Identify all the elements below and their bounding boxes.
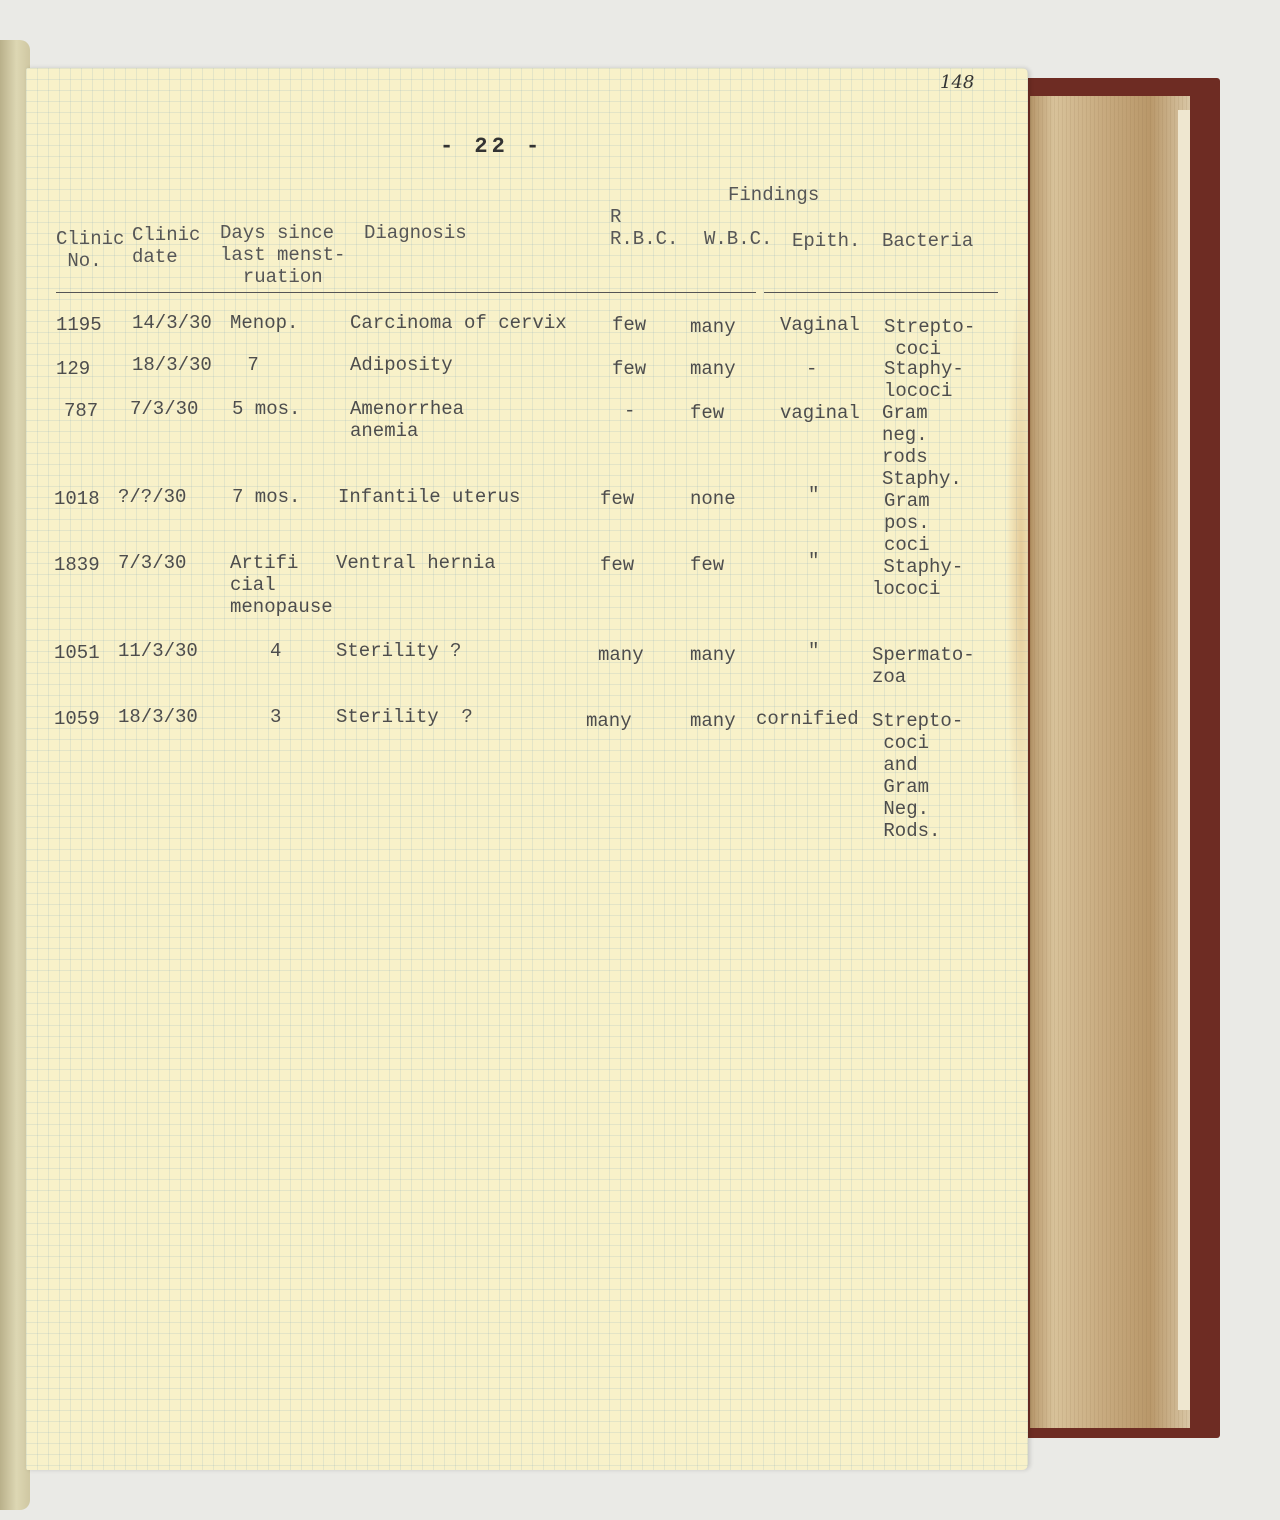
header-wbc: W.B.C. [704, 228, 773, 250]
cell-days-since: 7 mos. [232, 486, 301, 508]
cell-wbc: many [690, 316, 736, 338]
cell-epith: " [808, 484, 820, 506]
cell-bacteria: Strepto- coci and Gram Neg. Rods. [872, 710, 964, 842]
findings-label: Findings [728, 184, 820, 206]
cell-rbc: few [600, 488, 635, 510]
cell-bacteria: Spermato- zoa [872, 644, 975, 688]
cell-clinic-no: 129 [56, 358, 91, 380]
cell-rbc: many [598, 644, 644, 666]
header-rule-bacteria [764, 292, 998, 293]
cell-diagnosis: Infantile uterus [338, 486, 521, 508]
cell-clinic-date: 11/3/30 [118, 640, 198, 662]
cell-clinic-date: 7/3/30 [118, 552, 187, 574]
cell-diagnosis: Ventral hernia [336, 552, 496, 574]
cell-diagnosis: Carcinoma of cervix [350, 312, 567, 334]
cell-clinic-date: 7/3/30 [130, 398, 199, 420]
cell-wbc: few [690, 402, 725, 424]
cell-diagnosis: Sterility ? [336, 640, 462, 662]
cell-wbc: many [690, 710, 736, 732]
cell-epith: " [808, 550, 820, 572]
cell-diagnosis: Amenorrhea anemia [350, 398, 465, 442]
header-days-since: Days since last menst- ruation [220, 222, 346, 288]
cell-days-since: 3 [270, 706, 282, 728]
header-rbc: R R.B.C. [610, 206, 679, 250]
age-stain [1006, 268, 1036, 868]
header-diagnosis: Diagnosis [364, 222, 467, 244]
cell-wbc: few [690, 554, 725, 576]
cell-bacteria: Strepto- coci [884, 316, 976, 360]
cell-bacteria: Staphy- lococi [884, 358, 964, 402]
cell-epith: " [808, 640, 820, 662]
cell-days-since: Menop. [230, 312, 299, 334]
cell-days-since: 7 [236, 354, 259, 376]
folio-number: 148 [940, 72, 975, 93]
cell-epith: vaginal [780, 402, 860, 424]
cell-days-since: 5 mos. [232, 398, 301, 420]
cell-days-since: Artifi cial menopause [230, 552, 333, 618]
cell-rbc: few [612, 358, 647, 380]
cell-clinic-date: 18/3/30 [132, 354, 212, 376]
header-clinic-no: Clinic No. [56, 228, 125, 272]
cell-clinic-date: 18/3/30 [118, 706, 198, 728]
cell-wbc: many [690, 358, 736, 380]
cell-bacteria: Gram neg. rods Staphy. [882, 402, 962, 490]
cell-rbc: many [586, 710, 632, 732]
cell-clinic-no: 1051 [54, 642, 100, 664]
cell-clinic-date: ?/?/30 [118, 486, 187, 508]
cell-clinic-no: 1839 [54, 554, 100, 576]
cell-bacteria: Staphy- lococi [872, 556, 964, 600]
cell-epith: cornified [756, 708, 859, 730]
cell-diagnosis: Sterility ? [336, 706, 473, 728]
cell-bacteria: Gram pos. coci [884, 490, 930, 556]
cell-epith: Vaginal [780, 314, 860, 336]
header-bacteria: Bacteria [882, 230, 974, 252]
header-epith: Epith. [792, 230, 861, 252]
cell-clinic-no: 1195 [56, 314, 102, 336]
cell-rbc: few [600, 554, 635, 576]
header-rule [56, 292, 756, 293]
cell-clinic-no: 1018 [54, 488, 100, 510]
cell-rbc: - [624, 400, 636, 422]
page-edge-highlight [1178, 110, 1190, 1410]
cell-clinic-date: 14/3/30 [132, 312, 212, 334]
cell-clinic-no: 1059 [54, 708, 100, 730]
header-clinic-date: Clinic date [132, 224, 201, 268]
cell-epith: - [806, 358, 818, 380]
cell-rbc: few [612, 314, 647, 336]
cell-clinic-no: 787 [64, 400, 99, 422]
cell-wbc: many [690, 644, 736, 666]
cell-diagnosis: Adiposity [350, 354, 453, 376]
page-stack-edge [1030, 96, 1190, 1428]
cell-days-since: 4 [270, 640, 282, 662]
cell-wbc: none [690, 488, 736, 510]
page-number: - 22 - [440, 134, 544, 159]
